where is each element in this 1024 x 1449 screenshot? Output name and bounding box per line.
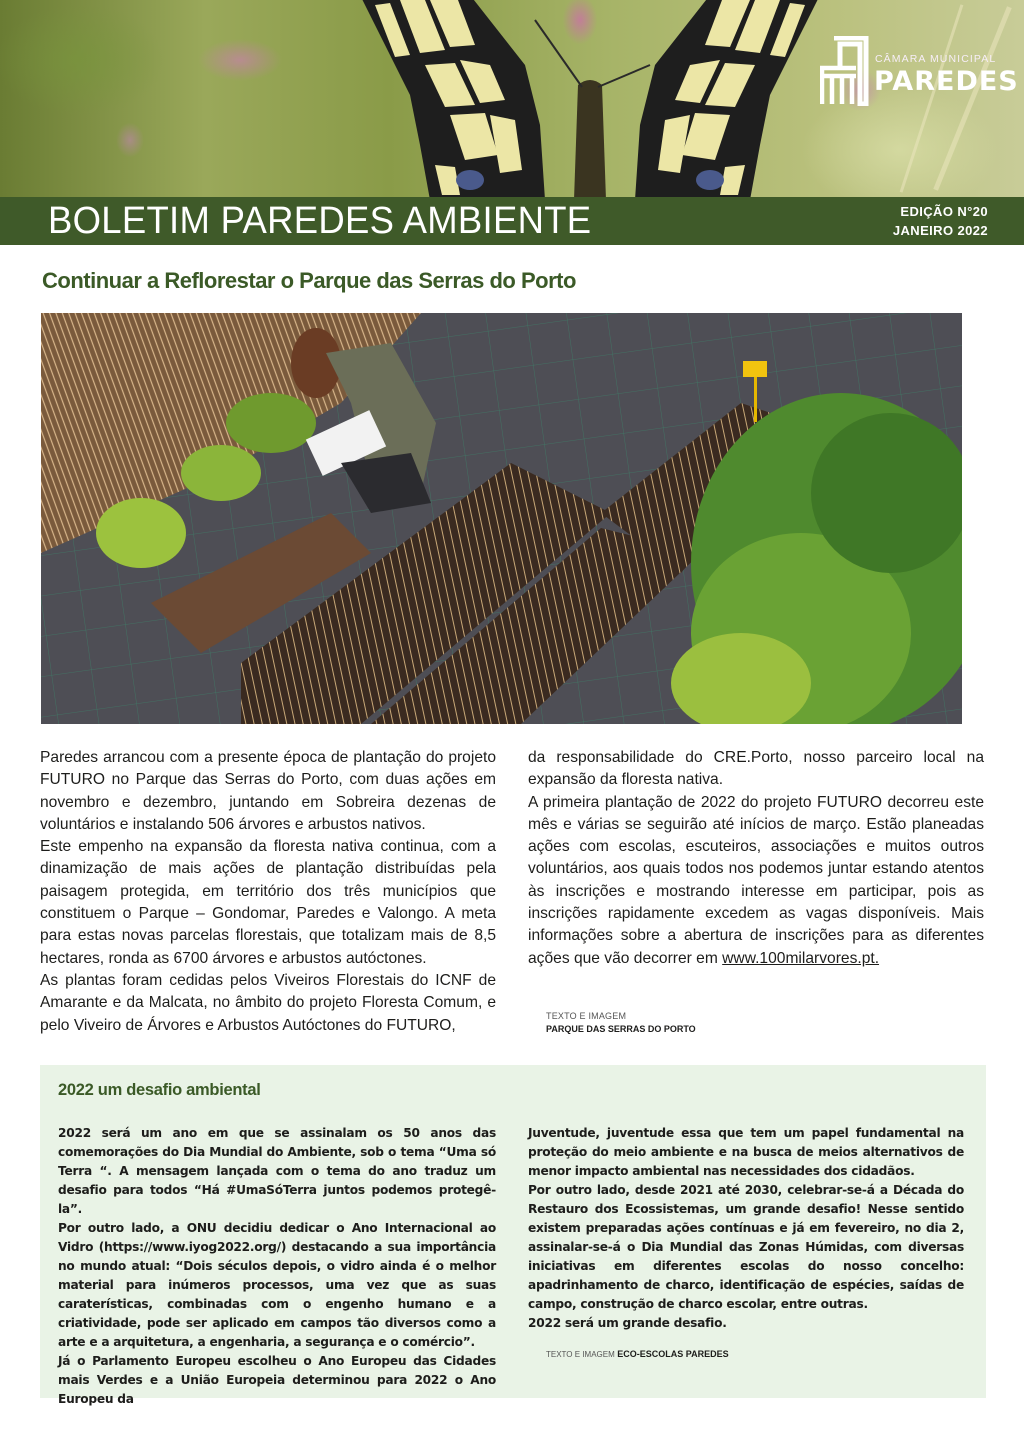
article-body-left-column [40,747,496,1037]
article-credit [546,1010,696,1036]
article-paragraph: Este empenho na expansão da floresta nativa continua, com a dinamização de mais ações de plantação distribuídas pela paisagem protegida, em território dos três municípios que constituem o Parque – Gondomar, Paredes e Valongo. A meta para estas novas parcelas florestais, que totalizam mais de 8,5 hectares, ronda as 6700 árvores e arbustos autóctones. [40,838,496,967]
box-paragraph: Juventude, juventude essa que tem um papel fundamental na proteção do meio ambiente e na busca de meios alternativos de menor impacto ambiental nas necessidades dos cidadãos. [528,1126,964,1178]
box-paragraph: 2022 será um ano em que se assinalam os 50 anos das comemorações do Dia Mundial do Ambiente, sob o tema “Uma só Terra “. A mensagem lançada com o tema do ano traduz um desafio para todos “Há #UmaSóTerra juntos podemos protegê-la”. [58,1126,496,1216]
box-paragraph: Por outro lado, desde 2021 até 2030, celebrar-se-á a Década do Restauro dos Ecossistemas, um grande desafio! Nesse sentido existem preparadas ações contínuas e já em fevereiro, no dia 2, assinalar-se-á o Dia Mundial das Zonas Húmidas, com diversas iniciativas em diferentes escolas do nosso concelho: apadrinhamento de charco, identificação de espécies, saídas de campo, construção de charco escolar, entre outras. [528,1183,964,1311]
camara-municipal-paredes-logo[interactable] [820,36,1019,108]
article-paragraph-text: A primeira plantação de 2022 do projeto FUTURO decorreu este mês e várias se seguirão até inícios de março. Estão planeadas ações com escolas, escuteiros, associações e muitos outros voluntários, aos quais todos nos podemos juntar estando atentos às inscrições e mostrando interesse em participar, pois as inscrições rapidamente excedem as vagas disponíveis. Mais informações sobre a abertura de inscrições para as diferentes ações que vão decorrer em [528,793,984,967]
website-link[interactable]: www.100milarvores.pt. [722,949,880,967]
box-paragraph: Por outro lado, a ONU decidiu dedicar o Ano Internacional ao Vidro (https://www.iyog2022.org/) destacando a sua importância no mundo atual: “Dois séculos depois, o vidro ainda é o melhor material para inúmeros processos, uma vez que as suas caraterísticas, combinadas com o engenho humano e a criatividade, pode ser aplicado em campos tão diversos como a arte e a arquitetura, a engenharia, a segurança e o comércio”. [58,1221,496,1349]
photo-illustration [41,313,962,724]
paredes-logo-mark-icon [820,36,870,106]
logo-name: PAREDES [874,66,1019,97]
article-paragraph [528,792,984,970]
bulletin-title-bar [0,197,1024,245]
article-paragraph: As plantas foram cedidas pelos Viveiros Florestais do ICNF de Amarante e da Malcata, no âmbito do projeto Floresta Comum, e pelo Viveiro de Árvores e Arbustos Autóctones do FUTURO, [40,971,496,1034]
article-body-right-column [528,747,984,970]
credit-label: TEXTO E IMAGEM [546,1011,627,1021]
box-paragraph: Já o Parlamento Europeu escolheu o Ano Europeu das Cidades mais Verdes e a União Europeia determinou para 2022 o Ano Europeu da [58,1354,496,1406]
hero-banner-image [0,0,1024,197]
butterfly-illustration [350,0,830,197]
box-body-right-column [528,1124,964,1333]
bulletin-title: BOLETIM PAREDES AMBIENTE [48,200,592,242]
logo-subtitle: CÂMARA MUNICIPAL [875,53,997,65]
box-title: 2022 um desafio ambiental [58,1081,261,1099]
credit-source: ECO-ESCOLAS PAREDES [617,1349,729,1359]
article-paragraph: da responsabilidade do CRE.Porto, nosso parceiro local na expansão da floresta nativa. [528,749,984,789]
box-credit [546,1349,729,1359]
box-paragraph: 2022 será um grande desafio. [528,1316,727,1330]
article-paragraph: Paredes arrancou com a presente época de plantação do projeto FUTURO no Parque das Serras do Porto, com duas ações em novembro e dezembro, juntando em Sobreira dezenas de voluntários e instalando 506 árvores e arbustos nativos. [40,749,496,833]
nursery-seedlings-photo [41,313,962,724]
environmental-challenge-box [40,1065,986,1406]
box-body-left-column [58,1124,496,1409]
edition-date: JANEIRO 2022 [892,223,988,238]
credit-label: TEXTO E IMAGEM [546,1350,615,1359]
credit-source: PARQUE DAS SERRAS DO PORTO [546,1024,696,1034]
edition-number: EDIÇÃO N°20 [900,204,988,219]
article-title: Continuar a Reflorestar o Parque das Serras do Porto [42,268,576,293]
